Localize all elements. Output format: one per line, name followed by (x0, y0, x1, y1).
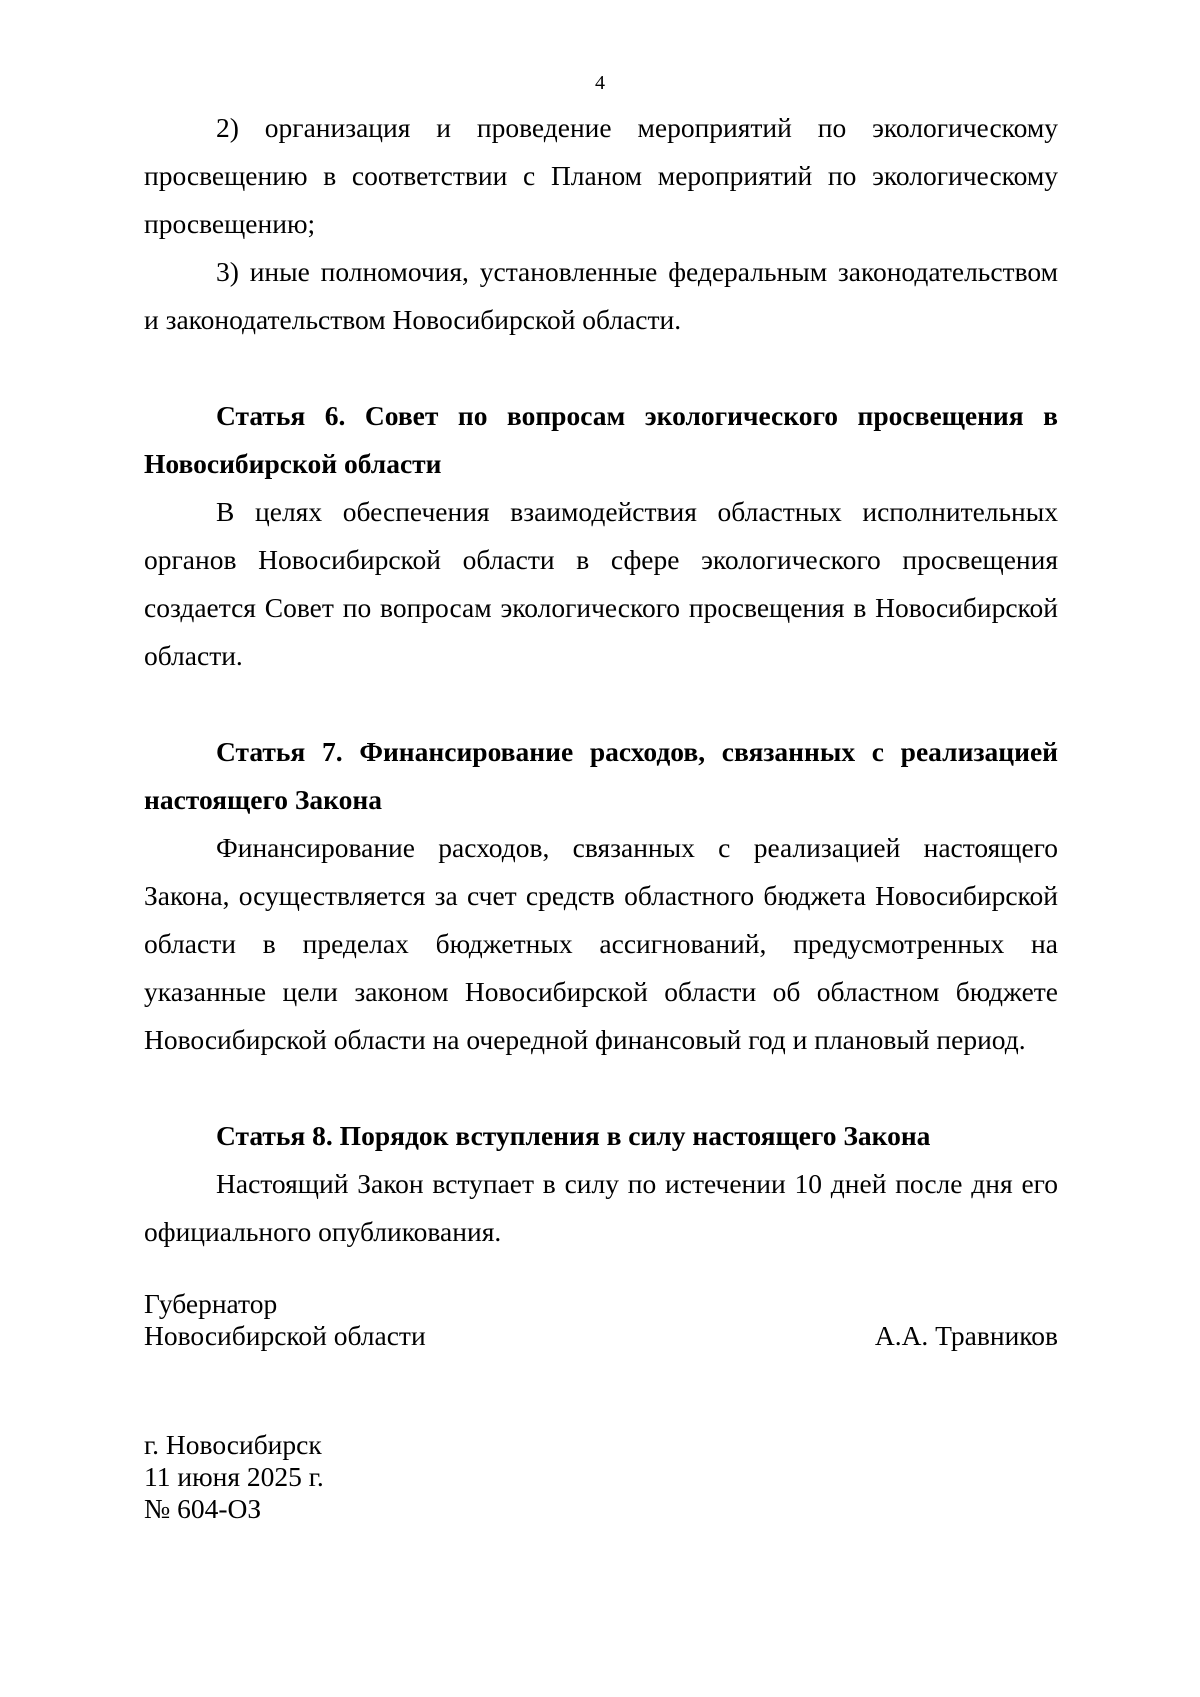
law-number: № 604-ОЗ (144, 1493, 262, 1524)
list-item-3: 3) иные полномочия, установленные федеральным законодательством и законодательством Новосибирской области. (144, 256, 1058, 335)
page-number: 4 (595, 72, 605, 94)
signature-block (144, 1288, 1058, 1352)
document-footer (144, 1429, 324, 1525)
article-6-text: В целях обеспечения взаимодействия областных исполнительных органов Новосибирской области в сфере экологического просвещения создается Совет по вопросам экологического просвещения в Новосибирской области. (144, 496, 1058, 671)
spacer (144, 344, 1058, 392)
article-8-text: Настоящий Закон вступает в силу по истечении 10 дней после дня его официального опубликования. (144, 1168, 1058, 1247)
document-body (144, 104, 1058, 1256)
signing-date: 11 июня 2025 г. (144, 1461, 324, 1492)
spacer (144, 1064, 1058, 1112)
signatory-name: А.А. Травников (874, 1320, 1058, 1351)
article-6-heading: Статья 6. Совет по вопросам экологического просвещения в Новосибирской области (144, 400, 1058, 479)
place-of-signing: г. Новосибирск (144, 1429, 322, 1460)
list-item-2: 2) организация и проведение мероприятий по экологическому просвещению в соответствии с Планом мероприятий по экологическому просвещению; (144, 112, 1058, 239)
article-7-heading: Статья 7. Финансирование расходов, связанных с реализацией настоящего Закона (144, 736, 1058, 815)
spacer (144, 680, 1058, 728)
signatory-position-line1: Губернатор (144, 1288, 278, 1319)
article-8-heading: Статья 8. Порядок вступления в силу настоящего Закона (216, 1120, 931, 1151)
signatory-position-line2: Новосибирской области (144, 1320, 426, 1351)
article-7-text: Финансирование расходов, связанных с реализацией настоящего Закона, осуществляется за счет средств областного бюджета Новосибирской области в пределах бюджетных ассигнований, предусмотренных на указанные цели законом Новосибирской области об областном бюджете Новосибирской области на очередной финансовый год и плановый период. (144, 832, 1058, 1055)
